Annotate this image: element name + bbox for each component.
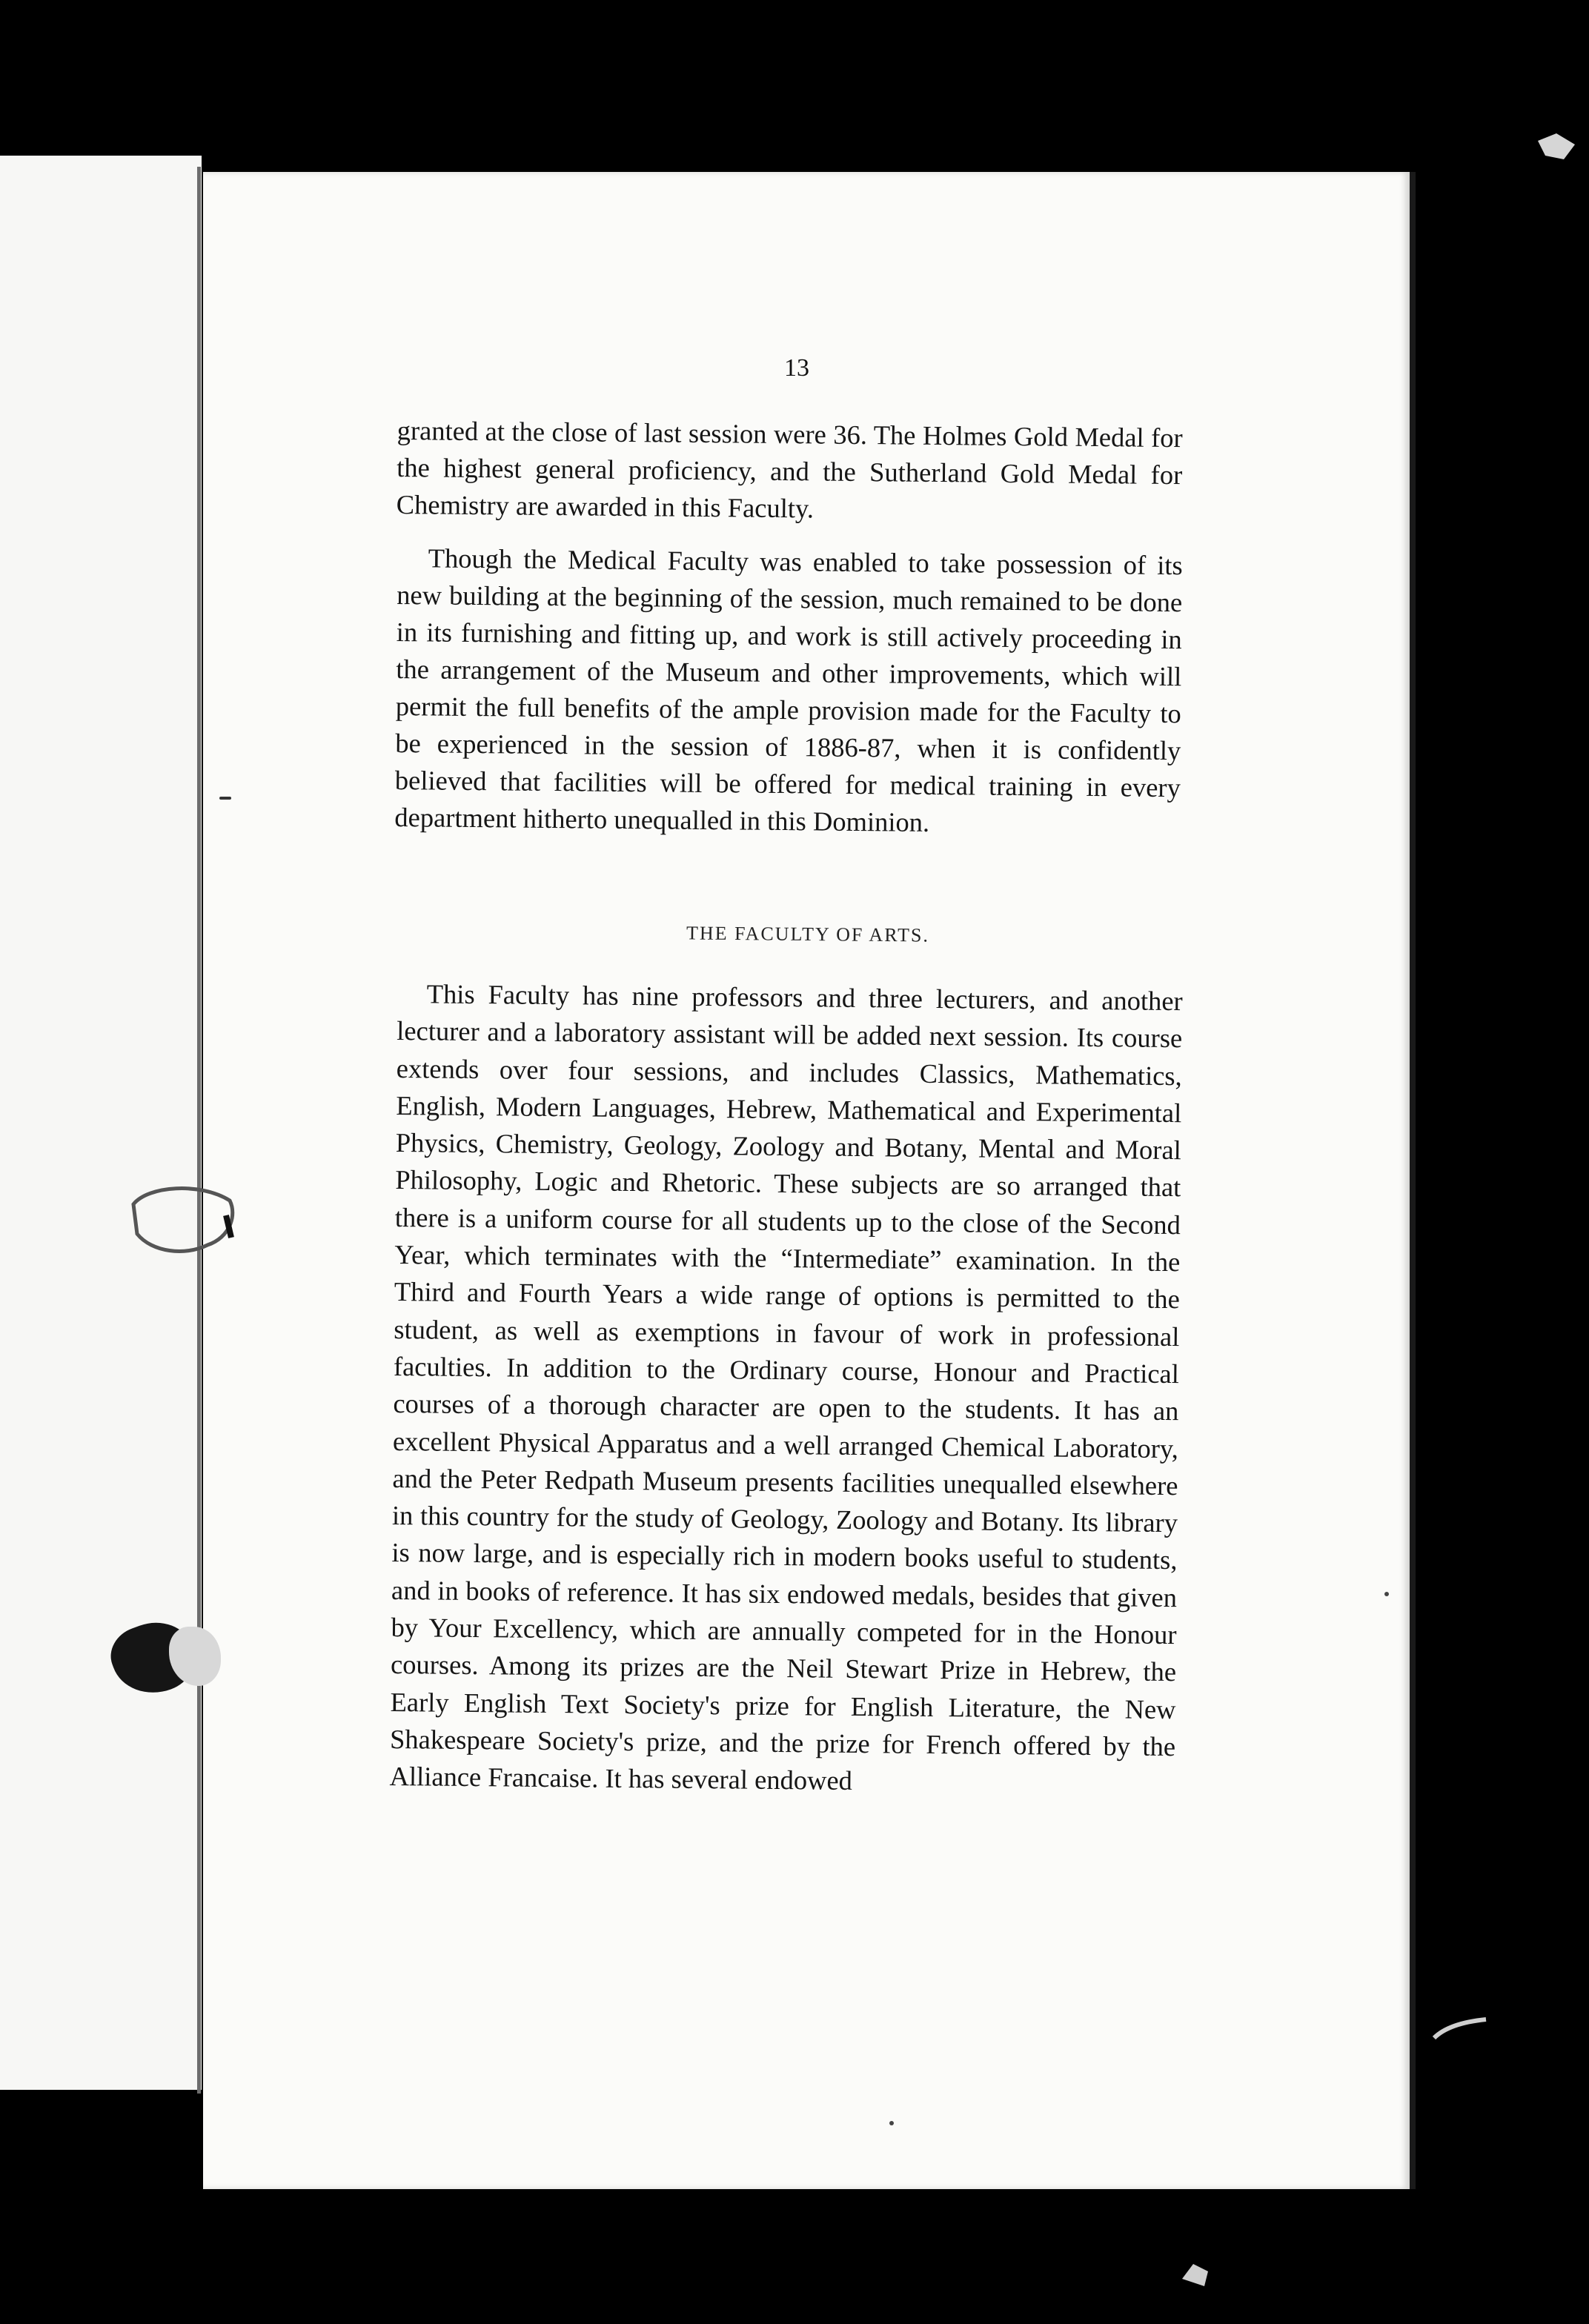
- paragraph-medical-building: Though the Medical Faculty was enabled to take possession of its new building at the beginning of the session, much remained to be done in its furnishing and fitting up, and work is still actively proceeding in the arrangement of the Museum and other improvements, which will permit the full benefits of the ample provision made for the Faculty to be experienced in the session of 1886-87, when it is confidently believed that facilities will be offered for medical training in every department hitherto unequalled in this Dominion.: [394, 542, 1183, 837]
- facing-page-edge: [0, 156, 202, 2090]
- dust-speck: [889, 2121, 894, 2125]
- page-number: 13: [784, 354, 809, 382]
- section-heading: THE FACULTY OF ARTS.: [686, 922, 930, 946]
- paragraph-medical-medals: granted at the close of last session were 36. The Holmes Gold Medal for the highest general proficiency, and the Sutherland Gold Medal for Chemistry are awarded in this Faculty.: [396, 414, 1183, 524]
- paragraph-faculty-of-arts: This Faculty has nine professors and three lecturers, and another lecturer and a laboratory assistant will be added next session. Its course extends over four sessions, and includes Classics, Mathematics, English, Modern Languages, Hebrew, Mathematical and Experimental Physics, Chemistry, Geology, Zoology and Botany, Mental and Moral Philosophy, Logic and Rhetoric. These subjects are so arranged that there is a uniform course for all students up to the close of the Second Year, which terminates with the “Intermediate” examination. In the Third and Fourth Years a wide range of options is permitted to the student, as well as exemptions in favour of work in professional faculties. In addition to the Ordinary course, Honour and Practical courses of a thorough character are open to the students. It has an excellent Physical Apparatus and a well arranged Chemical Laboratory, and the Peter Redpath Museum presents facilities unequalled elsewhere in this country for the study of Geology, Zoology and Botany. Its library is now large, and is especially rich in modern books useful to students, and in books of reference. It has six endowed medals, besides that given by Your Excellency, which are annually competed for in the Honour courses. Among its prizes are the Neil Stewart Prize in Hebrew, the Early English Text Society's prize for English Literature, the New Shakespeare Society's prize, and the prize for French offered by the Alliance Francaise. It has several endowed: [389, 978, 1183, 1796]
- dust-speck: [1384, 1592, 1389, 1596]
- corner-debris: [1430, 2016, 1490, 2053]
- binding-stitch-mark: [119, 1182, 245, 1264]
- corner-debris: [1534, 126, 1586, 170]
- dust-speck: [219, 797, 231, 800]
- corner-debris: [1178, 2260, 1215, 2290]
- binding-gutter: [197, 167, 201, 2094]
